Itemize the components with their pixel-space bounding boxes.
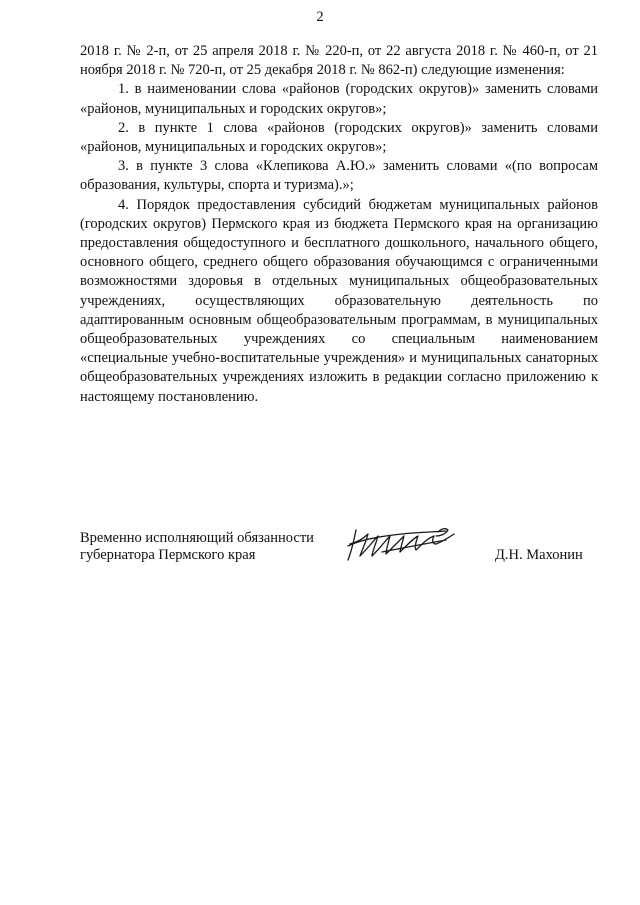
document-body xyxy=(80,42,598,407)
handwritten-signature xyxy=(342,522,462,566)
signatory-title-line-1: Временно исполняющий обязанности xyxy=(80,530,314,546)
paragraph-continuation: 2018 г. № 2-п, от 25 апреля 2018 г. № 220-п, от 22 августа 2018 г. № 460-п, от 21 ноября 2018 г. № 720-п, от 25 декабря 2018 г. № 862-п) следующие изменения: xyxy=(80,43,598,79)
paragraph-item-3: 3. в пункте 3 слова «Клепикова А.Ю.» заменить словами «(по вопросам образования, культуры, спорта и туризма).»; xyxy=(80,158,598,194)
paragraph-item-2: 2. в пункте 1 слова «районов (городских округов)» заменить словами «районов, муниципальных и городских округов»; xyxy=(80,119,598,156)
signatory-title-line-2: губернатора Пермского края xyxy=(80,547,256,563)
paragraph-item-1: 1. в наименовании слова «районов (городских округов)» заменить словами «районов, муниципальных и городских округов»; xyxy=(80,81,598,117)
signatory-name: Д.Н. Махонин xyxy=(495,547,583,563)
signatory-title xyxy=(80,530,314,564)
page-number: 2 xyxy=(316,9,324,25)
paragraph-item-4: 4. Порядок предоставления субсидий бюджетам муниципальных районов (городских округов) Пермского края из бюджета Пермского края на организацию предоставления общедоступного и бесплатного дошкольного, начального общего, основного общего, среднего общего образования обучающимся с ограниченными возможностями здоровья в отдельных муниципальных общеобразовательных учреждениях, осуществляющих образовательную деятельность по адаптированным основным общеобразовательным программам, в муниципальных общеобразовательных учреждениях со специальным наименованием «специальные учебно-воспитательные учреждения» и муниципальных санаторных общеобразовательных учреждениях изложить в редакции согласно приложению к настоящему постановлению. xyxy=(80,196,598,405)
